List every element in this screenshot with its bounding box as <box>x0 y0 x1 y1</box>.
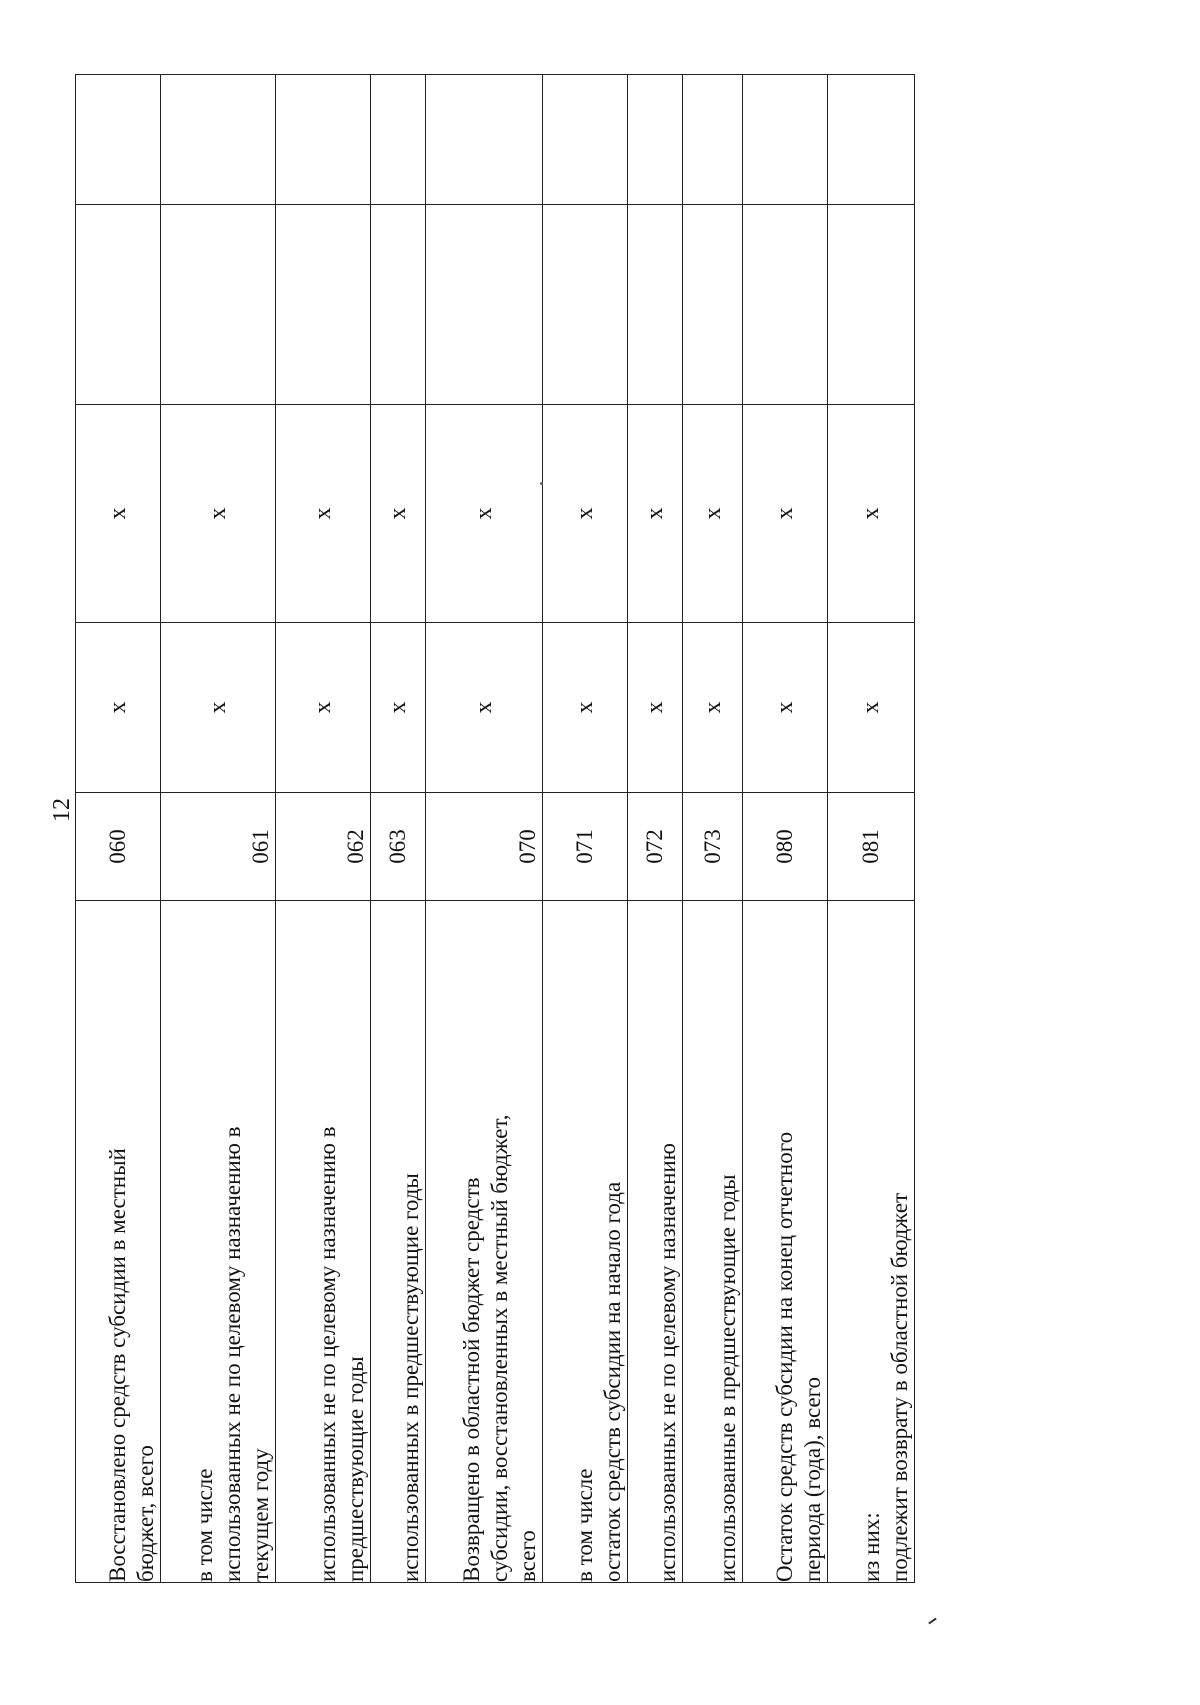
cell-col6 <box>543 75 628 205</box>
cell-col6 <box>683 75 742 205</box>
cell-col4: х <box>543 405 628 623</box>
scan-mark <box>928 1618 937 1625</box>
cell-col3: х <box>426 623 543 793</box>
label-line: Остаток средств субсидии на конец отчетного <box>771 1131 797 1582</box>
cell-col4: х <box>683 405 742 623</box>
cell-col5 <box>827 205 914 405</box>
row-label <box>742 901 827 1583</box>
cell-col4: х <box>742 405 827 623</box>
label-line: текущем году <box>247 1448 273 1582</box>
cell-col6 <box>426 75 543 205</box>
rotated-table-wrapper <box>75 75 915 1583</box>
table-row <box>628 75 683 1583</box>
cell-col5 <box>543 205 628 405</box>
cell-col3: х <box>742 623 827 793</box>
row-code: 063 <box>371 793 426 901</box>
table-row <box>371 75 426 1583</box>
label-line: Восстановлено средств субсидии в местный <box>104 1148 130 1582</box>
row-code: 080 <box>742 793 827 901</box>
label-line: остаток средств субсидии на начало года <box>600 1181 626 1582</box>
table-row <box>543 75 628 1583</box>
table-row <box>426 75 543 1583</box>
cell-col5 <box>426 205 543 405</box>
cell-col4: х <box>160 405 275 623</box>
table-row <box>76 75 161 1583</box>
scan-speck <box>540 482 543 485</box>
report-table <box>75 74 915 1583</box>
row-label <box>160 901 275 1583</box>
cell-col5 <box>742 205 827 405</box>
label-line: подлежит возврату в областной бюджет <box>887 1192 912 1582</box>
cell-col4: х <box>76 405 161 623</box>
label-line: использованных в предшествующие годы <box>398 1173 424 1582</box>
cell-col3: х <box>543 623 628 793</box>
label-line: использованных не по целевому назначению в <box>219 1126 245 1582</box>
row-label <box>543 901 628 1583</box>
cell-col6 <box>275 75 371 205</box>
cell-col6 <box>742 75 827 205</box>
cell-col4: х <box>371 405 426 623</box>
cell-col4: х <box>426 405 543 623</box>
label-line: использованных не по целевому назначению в <box>315 1126 341 1582</box>
row-code: 062 <box>275 793 371 901</box>
table-row <box>275 75 371 1583</box>
row-label <box>275 901 371 1583</box>
page-number: 12 <box>49 798 75 822</box>
row-code: 071 <box>543 793 628 901</box>
label-line: Возвращено в областной бюджет средств <box>459 1177 485 1582</box>
row-code: 072 <box>628 793 683 901</box>
cell-col5 <box>371 205 426 405</box>
label-line: из них: <box>859 1512 884 1582</box>
label-line: бюджет, всего <box>132 1445 158 1582</box>
cell-col3: х <box>628 623 683 793</box>
cell-col5 <box>683 205 742 405</box>
cell-col5 <box>76 205 161 405</box>
label-line: в том числе <box>191 1468 217 1582</box>
row-label <box>426 901 543 1583</box>
cell-col3: х <box>275 623 371 793</box>
cell-col3: х <box>827 623 914 793</box>
row-label <box>827 901 914 1583</box>
row-label <box>371 901 426 1583</box>
cell-col6 <box>160 75 275 205</box>
cell-col6 <box>371 75 426 205</box>
table-row <box>160 75 275 1583</box>
cell-col6 <box>628 75 683 205</box>
row-label <box>683 901 742 1583</box>
row-code: 070 <box>426 793 543 901</box>
table-row <box>683 75 742 1583</box>
label-line: субсидии, восстановленных в местный бюджет, <box>487 1114 513 1582</box>
table-row <box>827 75 914 1583</box>
cell-col4: х <box>628 405 683 623</box>
row-code: 061 <box>160 793 275 901</box>
label-line: в том числе <box>572 1468 598 1582</box>
row-label <box>76 901 161 1583</box>
cell-col5 <box>275 205 371 405</box>
cell-col3: х <box>76 623 161 793</box>
cell-col6 <box>76 75 161 205</box>
cell-col5 <box>628 205 683 405</box>
cell-col5 <box>160 205 275 405</box>
row-label <box>628 901 683 1583</box>
label-line: предшествующие годы <box>343 1356 369 1582</box>
row-code: 073 <box>683 793 742 901</box>
cell-col3: х <box>160 623 275 793</box>
label-line: периода (года), всего <box>799 1376 825 1582</box>
label-line: всего <box>515 1530 541 1582</box>
row-code: 081 <box>827 793 914 901</box>
cell-col3: х <box>683 623 742 793</box>
cell-col3: х <box>371 623 426 793</box>
cell-col4: х <box>827 405 914 623</box>
cell-col4: х <box>275 405 371 623</box>
row-code: 060 <box>76 793 161 901</box>
table-row <box>742 75 827 1583</box>
cell-col6 <box>827 75 914 205</box>
label-line: использованных не по целевому назначению <box>655 1143 681 1582</box>
label-line: использованные в предшествующие годы <box>714 1174 740 1582</box>
